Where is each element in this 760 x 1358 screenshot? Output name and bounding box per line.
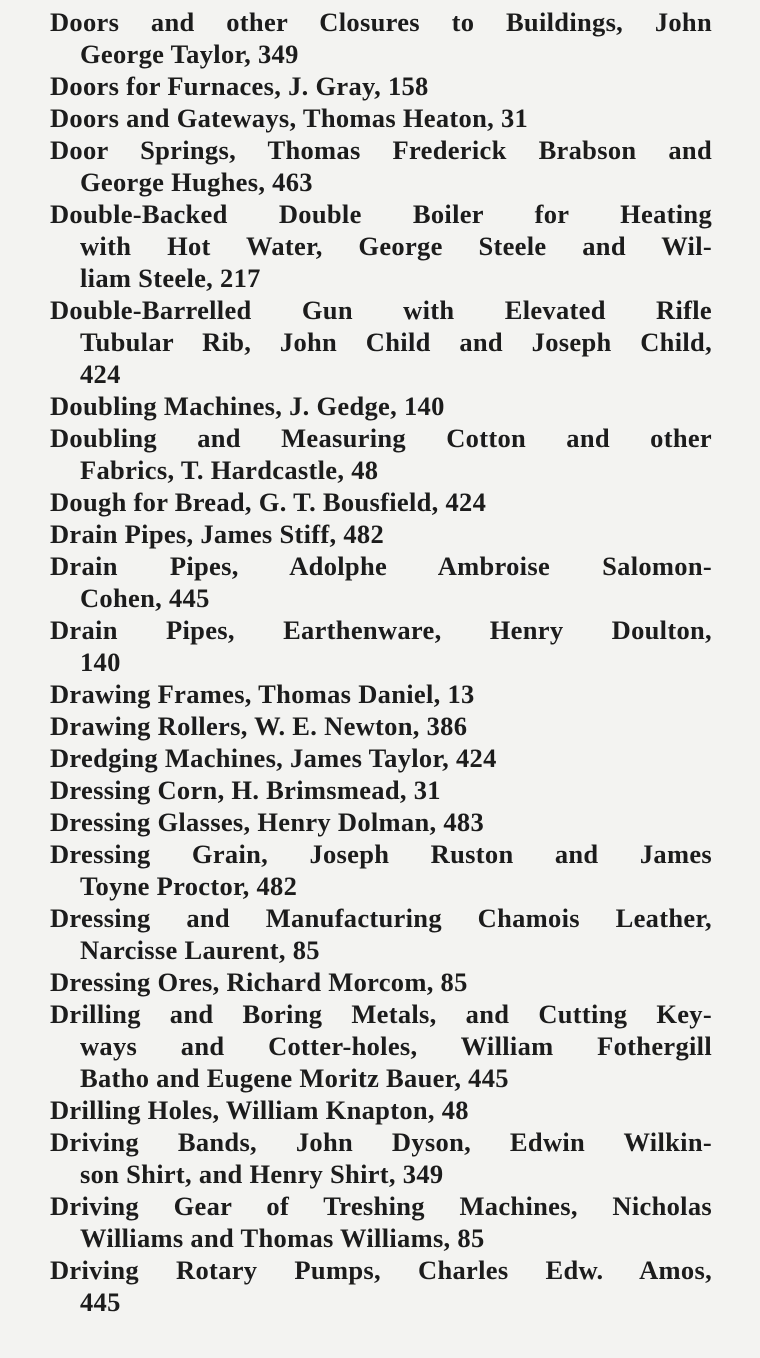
- entry-line: son Shirt, and Henry Shirt, 349: [80, 1159, 444, 1189]
- entry-line: Doors and other Closures to Buildings, John: [50, 7, 712, 37]
- entry-line: Narcisse Laurent, 85: [80, 935, 320, 965]
- index-entry: [50, 838, 712, 902]
- entry-line: Tubular Rib, John Child and Joseph Child,: [80, 327, 712, 357]
- index-entry: [50, 1126, 712, 1190]
- index-entry: [50, 134, 712, 198]
- index-entry: [50, 966, 712, 998]
- index-entry: [50, 614, 712, 678]
- entry-line: Driving Gear of Treshing Machines, Nicholas: [50, 1191, 712, 1221]
- index-entry: [50, 998, 712, 1094]
- index-page: [50, 6, 712, 1318]
- index-entry: [50, 486, 712, 518]
- index-entry: [50, 710, 712, 742]
- entry-line: Dressing Grain, Joseph Ruston and James: [50, 839, 712, 869]
- entry-line: Drawing Rollers, W. E. Newton, 386: [50, 711, 468, 741]
- entry-line: Driving Bands, John Dyson, Edwin Wilkin-: [50, 1127, 712, 1157]
- entry-line: Dressing and Manufacturing Chamois Leather,: [50, 903, 712, 933]
- entry-line: Double-Backed Double Boiler for Heating: [50, 199, 712, 229]
- entry-line: Doors for Furnaces, J. Gray, 158: [50, 71, 429, 101]
- index-entry: [50, 774, 712, 806]
- entry-line: 140: [80, 647, 121, 677]
- index-entry: [50, 198, 712, 294]
- index-entry: [50, 678, 712, 710]
- index-entry: [50, 806, 712, 838]
- entry-line: Dough for Bread, G. T. Bousfield, 424: [50, 487, 487, 517]
- index-entry: [50, 1094, 712, 1126]
- index-entry: [50, 902, 712, 966]
- entry-line: Driving Rotary Pumps, Charles Edw. Amos,: [50, 1255, 712, 1285]
- entry-line: Double-Barrelled Gun with Elevated Rifle: [50, 295, 712, 325]
- index-entry: [50, 70, 712, 102]
- entry-line: with Hot Water, George Steele and Wil-: [80, 231, 712, 261]
- entry-line: Cohen, 445: [80, 583, 210, 613]
- entry-line: ways and Cotter-holes, William Fothergill: [80, 1031, 712, 1061]
- entry-line: Doubling Machines, J. Gedge, 140: [50, 391, 445, 421]
- entry-line: Doors and Gateways, Thomas Heaton, 31: [50, 103, 529, 133]
- index-entry: [50, 742, 712, 774]
- entry-line: liam Steele, 217: [80, 263, 261, 293]
- entry-line: Fabrics, T. Hardcastle, 48: [80, 455, 379, 485]
- entry-line: 445: [80, 1287, 121, 1317]
- entry-line: Drain Pipes, Adolphe Ambroise Salomon-: [50, 551, 712, 581]
- index-entry: [50, 6, 712, 70]
- index-entry: [50, 1254, 712, 1318]
- entry-line: Drawing Frames, Thomas Daniel, 13: [50, 679, 475, 709]
- entry-line: Drilling Holes, William Knapton, 48: [50, 1095, 469, 1125]
- entry-line: Dressing Corn, H. Brimsmead, 31: [50, 775, 441, 805]
- entry-line: George Hughes, 463: [80, 167, 313, 197]
- index-entry: [50, 294, 712, 390]
- index-entry: [50, 1190, 712, 1254]
- entry-line: Drilling and Boring Metals, and Cutting Key-: [50, 999, 712, 1029]
- entry-line: Dredging Machines, James Taylor, 424: [50, 743, 497, 773]
- index-entry: [50, 102, 712, 134]
- index-entry: [50, 422, 712, 486]
- entry-line: 424: [80, 359, 121, 389]
- index-entry: [50, 518, 712, 550]
- index-entry: [50, 390, 712, 422]
- entry-line: Doubling and Measuring Cotton and other: [50, 423, 712, 453]
- entry-line: Drain Pipes, Earthenware, Henry Doulton,: [50, 615, 712, 645]
- entry-line: Williams and Thomas Williams, 85: [80, 1223, 485, 1253]
- entry-line: Dressing Ores, Richard Morcom, 85: [50, 967, 468, 997]
- index-entry: [50, 550, 712, 614]
- entry-line: Batho and Eugene Moritz Bauer, 445: [80, 1063, 509, 1093]
- entry-line: Dressing Glasses, Henry Dolman, 483: [50, 807, 485, 837]
- entry-line: Toyne Proctor, 482: [80, 871, 298, 901]
- entry-line: Drain Pipes, James Stiff, 482: [50, 519, 385, 549]
- entry-line: George Taylor, 349: [80, 39, 299, 69]
- entry-line: Door Springs, Thomas Frederick Brabson and: [50, 135, 712, 165]
